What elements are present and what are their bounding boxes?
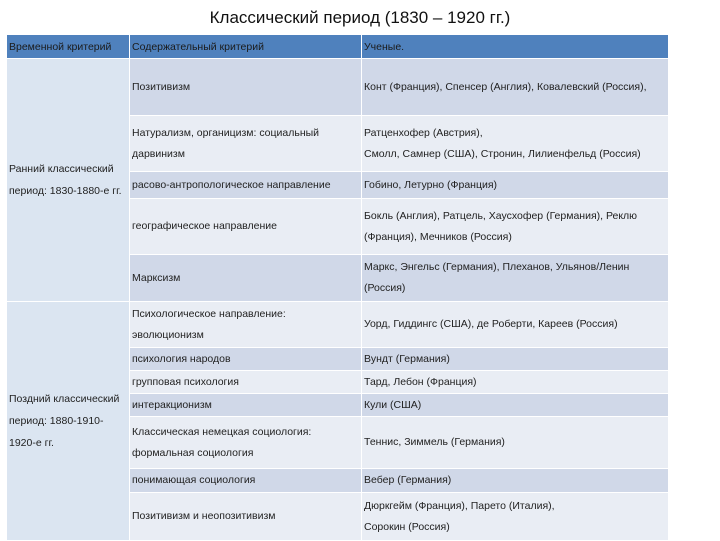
scholars-cell: Ратценхофер (Австрия), Смолл, Самнер (США), Стронин, Лилиенфельд (Россия) (362, 116, 669, 172)
scholars-cell: Кули (США) (362, 394, 669, 417)
scholars-cell: Гобино, Летурно (Франция) (362, 172, 669, 199)
content-cell: Позитивизм (130, 59, 362, 116)
scholars-cell: Вебер (Германия) (362, 469, 669, 493)
table-header-row (7, 35, 669, 59)
scholars-cell: Бокль (Англия), Ратцель, Хаусхофер (Германия), Реклю (Франция), Мечников (Россия) (362, 199, 669, 255)
scholars-cell: Теннис, Зиммель (Германия) (362, 417, 669, 469)
content-cell: Классическая немецкая социология: формальная социология (130, 417, 362, 469)
content-cell: понимающая социология (130, 469, 362, 493)
scholars-cell: Конт (Франция), Спенсер (Англия), Ковалевский (Россия), (362, 59, 669, 116)
scholars-cell: Тард, Лебон (Франция) (362, 371, 669, 394)
content-cell: географическое направление (130, 199, 362, 255)
content-cell: Марксизм (130, 255, 362, 302)
period-late: Поздний классический период: 1880-1910- 1920-е гг. (7, 302, 130, 541)
scholars-cell: Уорд, Гиддингс (США), де Роберти, Кареев (Россия) (362, 302, 669, 348)
content-cell: Психологическое направление: эволюционизм (130, 302, 362, 348)
header-time-criterion: Временной критерий (7, 35, 130, 59)
period-early: Ранний классический период: 1830-1880-е гг. (7, 59, 130, 302)
scholars-cell: Дюркгейм (Франция), Парето (Италия), Сорокин (Россия) (362, 493, 669, 541)
content-cell: интеракционизм (130, 394, 362, 417)
page-title: Классический период (1830 – 1920 гг.) (209, 8, 511, 27)
content-cell: психология народов (130, 348, 362, 371)
content-cell: расово-антропологическое направление (130, 172, 362, 199)
table-row (7, 59, 669, 116)
content-cell: Натурализм, органицизм: социальный дарвинизм (130, 116, 362, 172)
periods-table (6, 34, 669, 541)
header-content-criterion: Содержательный критерий (130, 35, 362, 59)
scholars-cell: Маркс, Энгельс (Германия), Плеханов, Ульянов/Ленин (Россия) (362, 255, 669, 302)
content-cell: групповая психология (130, 371, 362, 394)
table-row (7, 302, 669, 348)
header-scholars: Ученые. (362, 35, 669, 59)
scholars-cell: Вундт (Германия) (362, 348, 669, 371)
content-cell: Позитивизм и неопозитивизм (130, 493, 362, 541)
